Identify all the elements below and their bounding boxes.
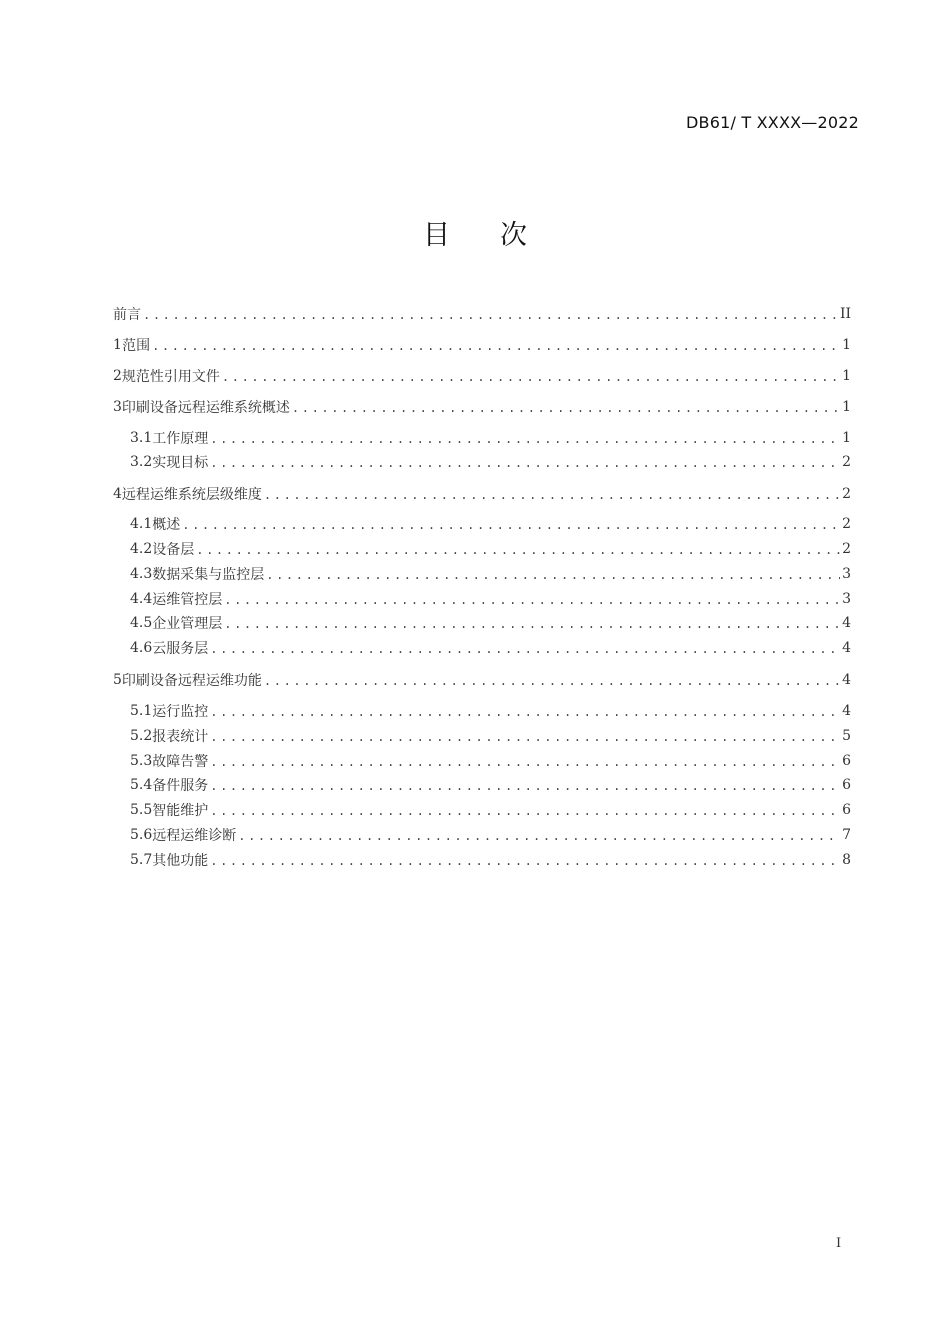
toc-entry-label: 故障告警: [152, 754, 209, 770]
toc-entry-number: 5.5: [130, 802, 153, 818]
toc-entry-page: 4: [842, 703, 851, 719]
dot-leader: [143, 308, 838, 322]
toc-entry-number: 4.1: [130, 516, 153, 532]
toc-entry-label: 其他功能: [152, 853, 209, 869]
toc-entry[interactable]: [113, 587, 851, 611]
toc-entry-number: 5.6: [130, 827, 153, 843]
toc-entry-label: 运行监控: [152, 704, 209, 720]
toc-entry-label: 印刷设备远程运维功能: [121, 673, 262, 689]
toc-entry-page: 8: [842, 852, 851, 868]
dot-leader: [210, 705, 840, 719]
dot-leader: [224, 617, 840, 631]
toc-entry-number: 5.4: [130, 777, 153, 793]
toc-entry[interactable]: [113, 699, 851, 723]
toc-entry-label: 运维管控层: [152, 592, 223, 608]
toc-entry-page: 5: [842, 728, 851, 744]
toc-entry-page: 6: [842, 802, 851, 818]
toc-entry[interactable]: [113, 798, 851, 822]
toc-entry-number: 4.2: [130, 541, 153, 557]
toc-entry-page: 3: [842, 566, 851, 582]
toc-entry-label: 备件服务: [152, 778, 209, 794]
dot-leader: [152, 339, 840, 353]
toc-entry-number: 4.6: [130, 640, 153, 656]
toc-title: [0, 213, 950, 252]
toc-title-char-2: 次: [500, 220, 527, 251]
toc-entry[interactable]: [113, 450, 851, 474]
toc-entry-number: 5.1: [130, 703, 153, 719]
toc-entry[interactable]: [113, 823, 851, 847]
dot-leader: [292, 401, 840, 415]
toc-entry-label: 远程运维诊断: [152, 828, 237, 844]
toc-entry-label: 报表统计: [152, 729, 209, 745]
toc-entry-page: 6: [842, 777, 851, 793]
toc-entry-page: 2: [842, 516, 851, 532]
toc-entry[interactable]: [113, 333, 851, 357]
toc-entry-number: 4.5: [130, 615, 153, 631]
toc-entry[interactable]: [113, 562, 851, 586]
toc-entry-label: 规范性引用文件: [121, 369, 220, 385]
toc-entry-label: 远程运维系统层级维度: [121, 487, 262, 503]
dot-leader: [210, 642, 840, 656]
toc-entry-page: 2: [842, 541, 851, 557]
toc-entry-page: 4: [842, 672, 851, 688]
dot-leader: [264, 488, 840, 502]
toc-entry[interactable]: [113, 364, 851, 388]
toc-entry-page: 2: [842, 454, 851, 470]
page-number: I: [836, 1236, 842, 1251]
toc-entry-label: 前言: [113, 307, 141, 323]
dot-leader: [196, 543, 840, 557]
toc-entry-page: 1: [842, 337, 851, 353]
toc-entry-page: 3: [842, 591, 851, 607]
dot-leader: [264, 674, 840, 688]
toc-entry-page: 4: [842, 615, 851, 631]
toc-entry-label: 企业管理层: [152, 616, 223, 632]
toc-entry-page: 1: [842, 399, 851, 415]
toc-entry-page: 1: [842, 430, 851, 446]
toc-entry[interactable]: [113, 724, 851, 748]
dot-leader: [222, 370, 840, 384]
dot-leader: [266, 568, 840, 582]
toc-entry-label: 实现目标: [152, 455, 209, 471]
toc-entry[interactable]: [113, 395, 851, 419]
toc-entry-number: 5.7: [130, 852, 153, 868]
toc-entry[interactable]: [113, 302, 851, 326]
toc-entry-label: 概述: [152, 517, 181, 533]
toc-entry-number: 3: [113, 399, 122, 415]
toc-entry-number: 4.3: [130, 566, 153, 582]
dot-leader: [238, 829, 840, 843]
toc-entry-page: 2: [842, 486, 851, 502]
toc-entry[interactable]: [113, 512, 851, 536]
toc-entry-page: 6: [842, 753, 851, 769]
toc-entry-number: 1: [113, 337, 122, 353]
toc-entry-number: 2: [113, 368, 122, 384]
toc-entry[interactable]: [113, 611, 851, 635]
dot-leader: [224, 593, 840, 607]
toc-entry-number: 5.2: [130, 728, 153, 744]
toc-entry[interactable]: [113, 636, 851, 660]
toc-entry[interactable]: [113, 537, 851, 561]
toc-entry[interactable]: [113, 773, 851, 797]
toc-entry[interactable]: [113, 749, 851, 773]
toc-entry-page: 1: [842, 368, 851, 384]
toc-entry-number: 5.3: [130, 753, 153, 769]
dot-leader: [210, 730, 840, 744]
toc-entry-label: 云服务层: [152, 641, 209, 657]
standard-code-header: DB61/ T XXXX—2022: [686, 113, 859, 132]
dot-leader: [182, 518, 840, 532]
dot-leader: [210, 755, 840, 769]
toc-entry-page: 4: [842, 640, 851, 656]
toc-entry[interactable]: [113, 426, 851, 450]
dot-leader: [210, 804, 840, 818]
toc-entry[interactable]: [113, 848, 851, 872]
toc-entry-number: 3.2: [130, 454, 153, 470]
toc-entry-label: 数据采集与监控层: [152, 567, 265, 583]
dot-leader: [210, 432, 840, 446]
toc-entry-number: 3.1: [130, 430, 153, 446]
toc-entry[interactable]: [113, 482, 851, 506]
toc-entry-page: 7: [842, 827, 851, 843]
toc-entry-label: 范围: [122, 338, 151, 354]
toc-entry-page: II: [839, 306, 851, 322]
toc-entry-label: 设备层: [152, 542, 195, 558]
dot-leader: [210, 854, 840, 868]
toc-entry-number: 4: [113, 486, 122, 502]
toc-entry-label: 智能维护: [152, 803, 209, 819]
toc-entry-number: 4.4: [130, 591, 153, 607]
toc-entry-label: 印刷设备远程运维系统概述: [121, 400, 290, 416]
dot-leader: [210, 456, 840, 470]
toc-title-char-1: 目: [423, 220, 450, 251]
toc-entry-number: 5: [113, 672, 122, 688]
toc-entry-label: 工作原理: [152, 431, 209, 447]
toc-entry[interactable]: [113, 668, 851, 692]
dot-leader: [210, 779, 840, 793]
